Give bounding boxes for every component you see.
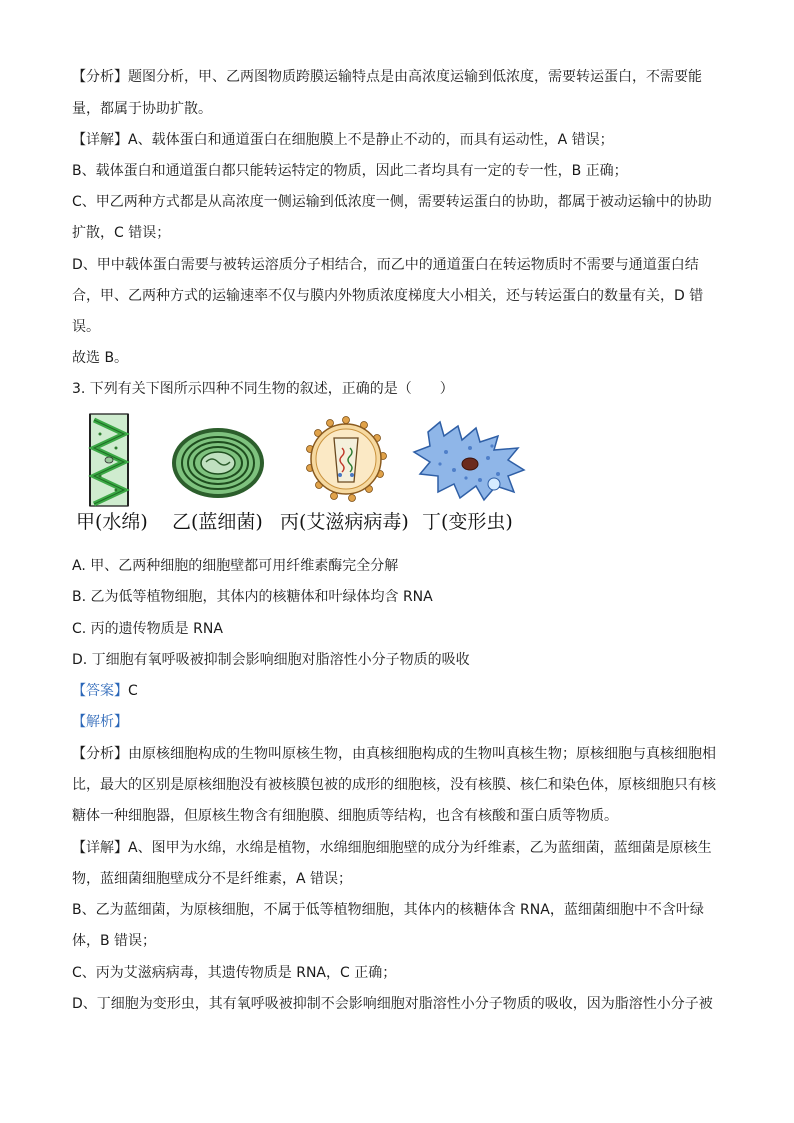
- answer-line: [72, 682, 138, 700]
- analysis-line: 体，B 错误；: [72, 933, 157, 949]
- paragraph-line: B、载体蛋白和通道蛋白都只能转运特定的物质，因此二者均具有一定的专一性，B 正确；: [72, 163, 628, 179]
- organism-figure: [72, 412, 542, 540]
- analysis-line: 物，蓝细菌细胞壁成分不是纤维素，A 错误；: [72, 871, 353, 887]
- amoeba-icon: [410, 418, 530, 504]
- answer-label: 【答案】: [72, 683, 128, 699]
- option-c: C. 丙的遗传物质是 RNA: [72, 621, 223, 637]
- paragraph-line: C、甲乙两种方式都是从高浓度一侧运输到低浓度一侧，需要转运蛋白的协助，都属于被动运输中的协助: [72, 194, 712, 210]
- caption-amoeba: 丁(变形虫): [422, 511, 513, 533]
- analysis-label: 【解析】: [72, 714, 128, 730]
- spirogyra-icon: [86, 412, 132, 508]
- paragraph-line: 故选 B。: [72, 350, 129, 366]
- hiv-virus-icon: [304, 416, 388, 504]
- paragraph-line: 误。: [72, 319, 100, 335]
- analysis-line: 糖体一种细胞器，但原核生物含有细胞膜、细胞质等结构，也含有核酸和蛋白质等物质。: [72, 808, 618, 824]
- caption-hiv: 丙(艾滋病病毒): [280, 511, 409, 533]
- analysis-line: 【详解】A、图甲为水绵，水绵是植物，水绵细胞细胞壁的成分为纤维素，乙为蓝细菌，蓝细菌是原核生: [72, 840, 712, 856]
- paragraph-line: 【分析】题图分析，甲、乙两图物质跨膜运输特点是由高浓度运输到低浓度，需要转运蛋白，不需要能: [72, 69, 702, 85]
- answer-value: C: [128, 683, 138, 699]
- paragraph-line: 【详解】A、载体蛋白和通道蛋白在细胞膜上不是静止不动的，而具有运动性，A 错误；: [72, 132, 614, 148]
- option-a: A. 甲、乙两种细胞的细胞壁都可用纤维素酶完全分解: [72, 558, 399, 574]
- option-d: D. 丁细胞有氧呼吸被抑制会影响细胞对脂溶性小分子物质的吸收: [72, 652, 470, 668]
- paragraph-line: D、甲中载体蛋白需要与被转运溶质分子相结合，而乙中的通道蛋白在转运物质时不需要与通道蛋白结: [72, 257, 699, 273]
- paragraph-line: 扩散，C 错误；: [72, 225, 171, 241]
- analysis-line: 比，最大的区别是原核细胞没有被核膜包被的成形的细胞核，没有核膜、核仁和染色体，原核细胞只有核: [72, 777, 716, 793]
- question-stem: 3. 下列有关下图所示四种不同生物的叙述，正确的是（ ）: [72, 381, 454, 397]
- analysis-line: B、乙为蓝细菌，为原核细胞，不属于低等植物细胞，其体内的核糖体含 RNA，蓝细菌细胞中不含叶绿: [72, 902, 704, 918]
- analysis-line: D、丁细胞为变形虫，其有氧呼吸被抑制不会影响细胞对脂溶性小分子物质的吸收，因为脂溶性小分子被: [72, 996, 713, 1012]
- option-b: B. 乙为低等植物细胞，其体内的核糖体和叶绿体均含 RNA: [72, 589, 433, 605]
- caption-spirogyra: 甲(水绵): [76, 511, 148, 533]
- cyanobacteria-icon: [170, 426, 266, 500]
- analysis-line: C、丙为艾滋病病毒，其遗传物质是 RNA，C 正确；: [72, 965, 397, 981]
- paragraph-line: 合，甲、乙两种方式的运输速率不仅与膜内外物质浓度梯度大小相关，还与转运蛋白的数量有关，D 错: [72, 288, 704, 304]
- paragraph-line: 量，都属于协助扩散。: [72, 101, 212, 117]
- caption-cyanobacteria: 乙(蓝细菌): [172, 511, 263, 533]
- analysis-line: 【分析】由原核细胞构成的生物叫原核生物，由真核细胞构成的生物叫真核生物；原核细胞与真核细胞相: [72, 746, 716, 762]
